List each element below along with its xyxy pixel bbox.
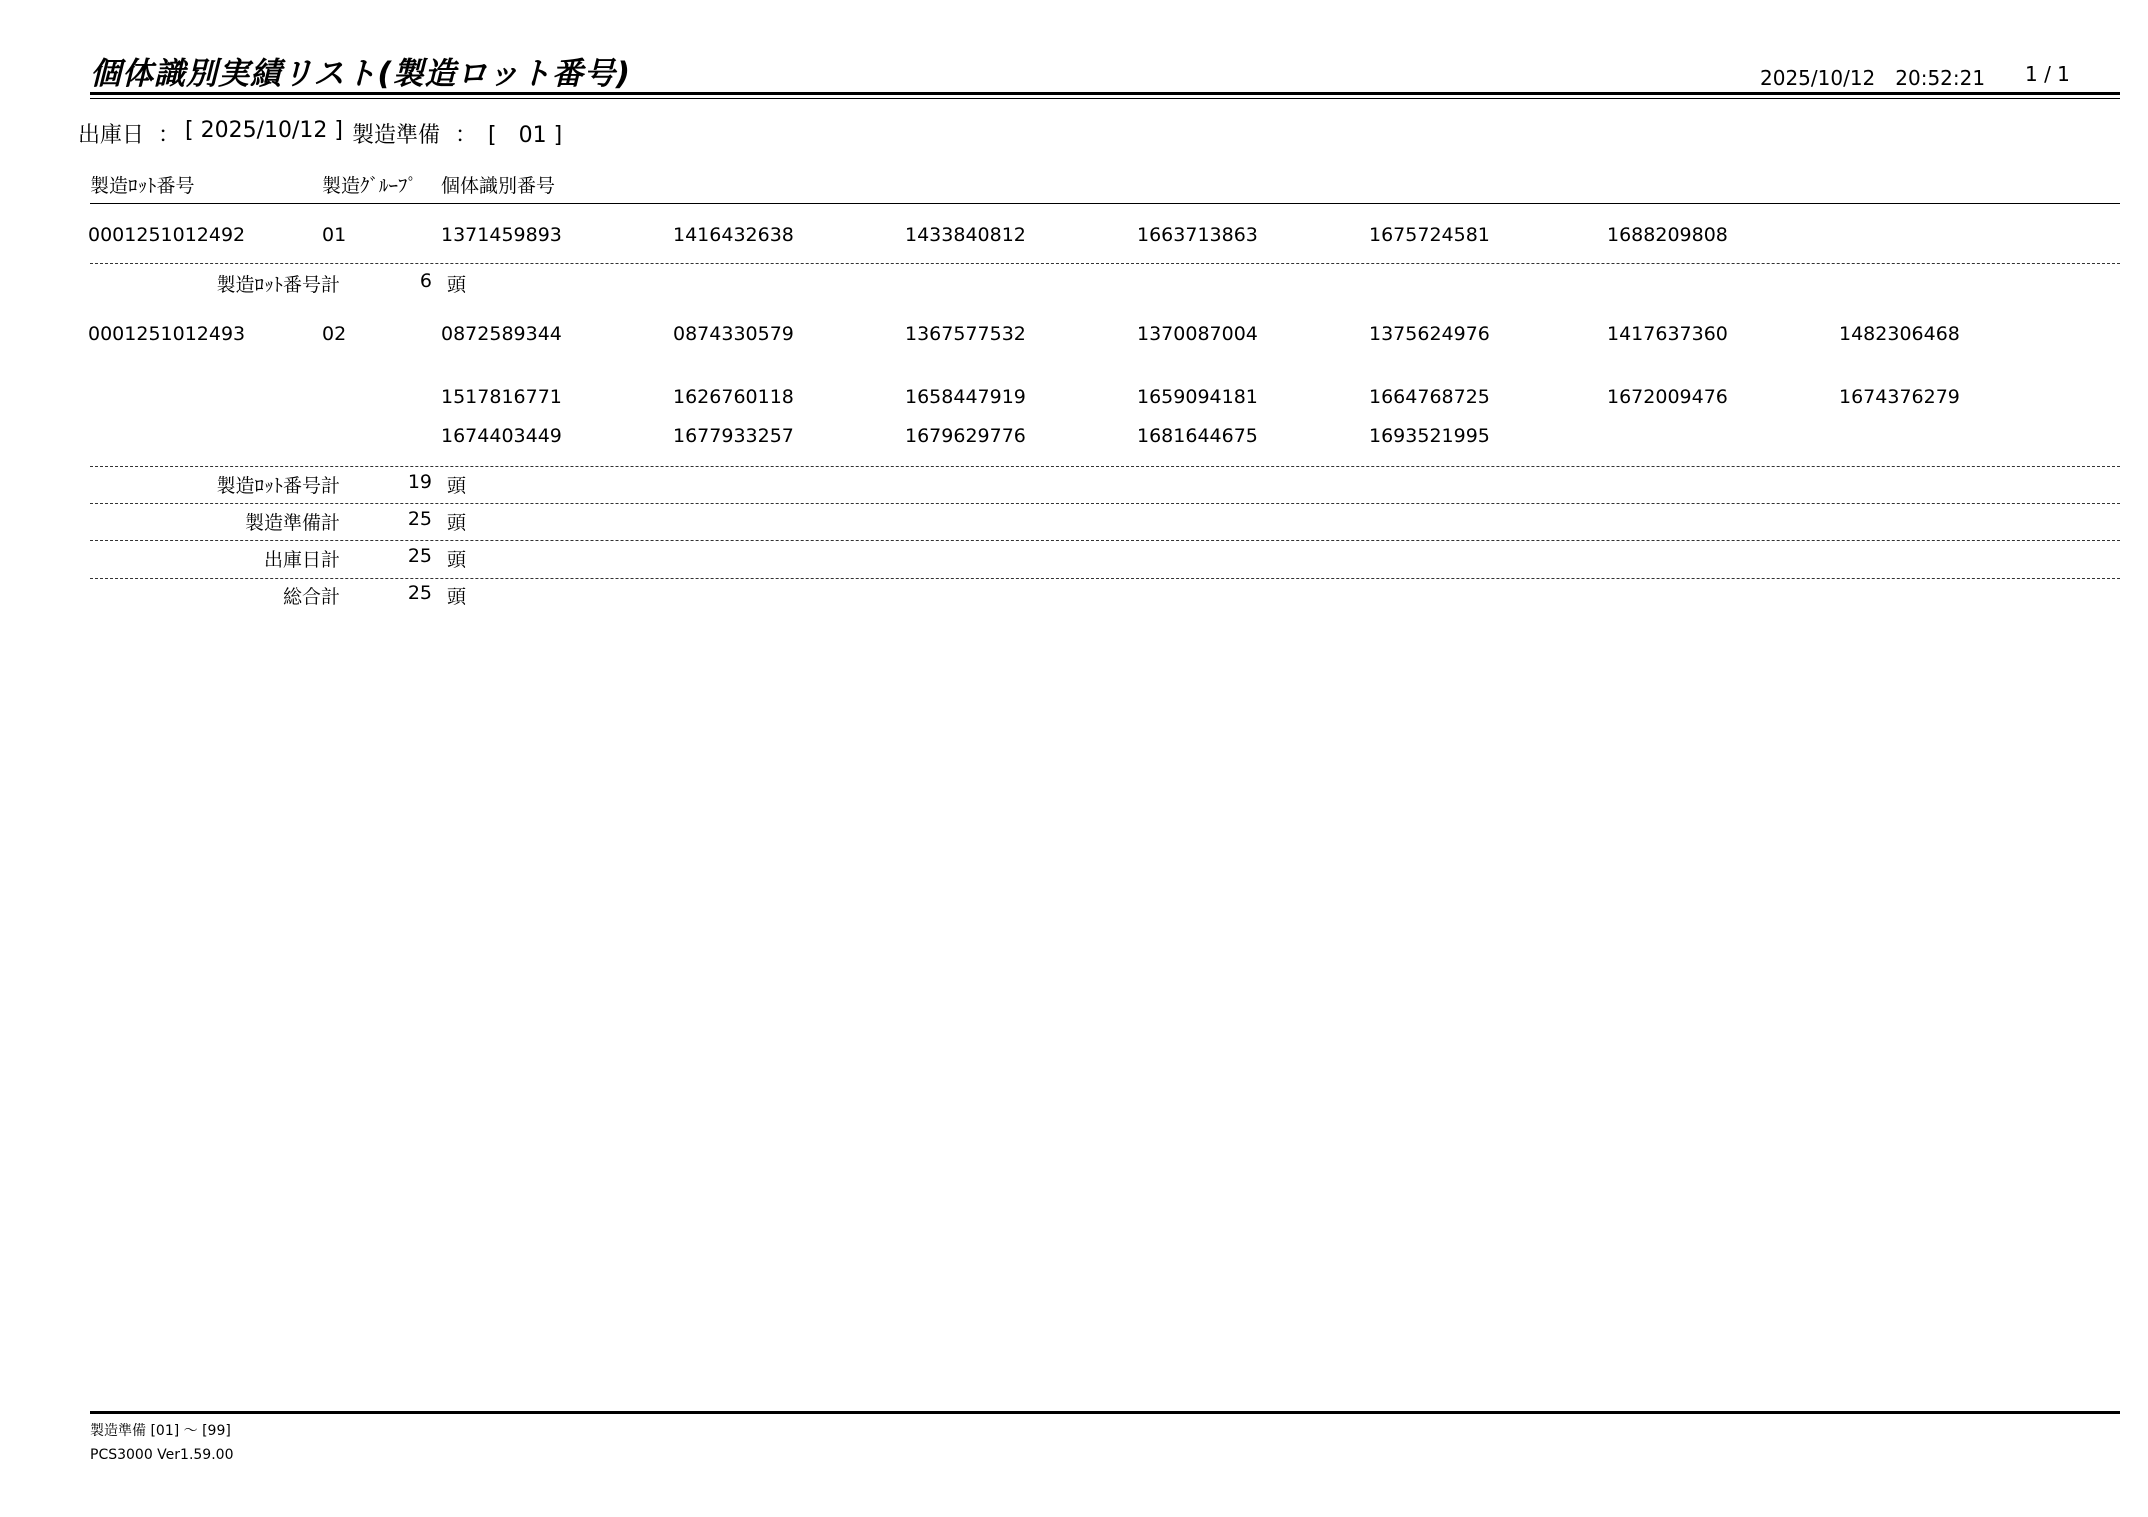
column-header-group: 製造ｸﾞﾙｰﾌﾟ xyxy=(322,175,418,197)
individual-id: 1674403449 xyxy=(441,425,562,447)
column-header-ids: 個体識別番号 xyxy=(441,175,556,197)
individual-id: 0874330579 xyxy=(673,323,794,345)
individual-id: 1517816771 xyxy=(441,386,562,408)
individual-id: 1417637360 xyxy=(1607,323,1728,345)
individual-id: 1664768725 xyxy=(1369,386,1490,408)
individual-id: 0872589344 xyxy=(441,323,562,345)
column-header-lot: 製造ﾛｯﾄ番号 xyxy=(90,175,195,197)
dashed-divider xyxy=(90,466,2120,467)
lot-group: 01 xyxy=(322,224,347,246)
dashed-divider xyxy=(90,540,2120,541)
footer-version: PCS3000 Ver1.59.00 xyxy=(90,1447,234,1463)
individual-id: 1674376279 xyxy=(1839,386,1960,408)
ship-date-label: 出庫日 xyxy=(78,123,145,148)
individual-id: 1433840812 xyxy=(905,224,1026,246)
individual-id: 1658447919 xyxy=(905,386,1026,408)
prep-separator: ： xyxy=(455,123,478,148)
footer-range: 製造準備 [01] ～ [99] xyxy=(90,1423,231,1439)
grand-total-label: 総合計 xyxy=(282,586,340,608)
individual-id: 1675724581 xyxy=(1369,224,1490,246)
prep-total-label: 製造準備計 xyxy=(244,512,340,534)
header-rule-thin xyxy=(90,98,2120,99)
lot-number: 0001251012492 xyxy=(88,224,246,246)
footer-rule xyxy=(90,1411,2120,1414)
ship-date-separator: ： xyxy=(158,123,181,148)
dashed-divider xyxy=(90,263,2120,264)
lot-subtotal-label: 製造ﾛｯﾄ番号計 xyxy=(216,274,340,296)
individual-id: 1371459893 xyxy=(441,224,562,246)
lot-subtotal-unit: 頭 xyxy=(447,475,467,497)
dashed-divider xyxy=(90,578,2120,579)
dashed-divider xyxy=(90,503,2120,504)
lot-group: 02 xyxy=(322,323,347,345)
individual-id: 1375624976 xyxy=(1369,323,1490,345)
print-timestamp: 2025/10/12 20:52:21 xyxy=(1760,66,1986,90)
individual-id: 1626760118 xyxy=(673,386,794,408)
ship-date-total-label: 出庫日計 xyxy=(263,549,340,571)
individual-id: 1693521995 xyxy=(1369,425,1490,447)
individual-id: 1688209808 xyxy=(1607,224,1728,246)
lot-subtotal-value: 6 xyxy=(419,270,432,292)
lot-subtotal-unit: 頭 xyxy=(447,274,467,296)
report-title: 個体識別実績リスト(製造ロット番号) xyxy=(90,56,632,92)
individual-id: 1679629776 xyxy=(905,425,1026,447)
grand-total-unit: 頭 xyxy=(447,586,467,608)
lot-subtotal-value: 19 xyxy=(407,471,432,493)
prep-total-unit: 頭 xyxy=(447,512,467,534)
individual-id: 1367577532 xyxy=(905,323,1026,345)
prep-label: 製造準備 xyxy=(352,123,441,148)
individual-id: 1482306468 xyxy=(1839,323,1960,345)
ship-date-value: [ 2025/10/12 ] xyxy=(185,118,343,143)
lot-subtotal-label: 製造ﾛｯﾄ番号計 xyxy=(216,475,340,497)
grand-total-value: 25 xyxy=(407,582,432,604)
prep-total-value: 25 xyxy=(407,508,432,530)
individual-id: 1370087004 xyxy=(1137,323,1258,345)
page-number: 1 / 1 xyxy=(2025,62,2070,86)
column-header-rule xyxy=(90,203,2120,204)
ship-date-total-value: 25 xyxy=(407,545,432,567)
ship-date-total-unit: 頭 xyxy=(447,549,467,571)
header-rule-thick xyxy=(90,92,2120,95)
individual-id: 1663713863 xyxy=(1137,224,1258,246)
individual-id: 1416432638 xyxy=(673,224,794,246)
prep-value: [ 01 ] xyxy=(488,123,563,148)
individual-id: 1672009476 xyxy=(1607,386,1728,408)
individual-id: 1681644675 xyxy=(1137,425,1258,447)
individual-id: 1677933257 xyxy=(673,425,794,447)
lot-number: 0001251012493 xyxy=(88,323,246,345)
individual-id: 1659094181 xyxy=(1137,386,1258,408)
